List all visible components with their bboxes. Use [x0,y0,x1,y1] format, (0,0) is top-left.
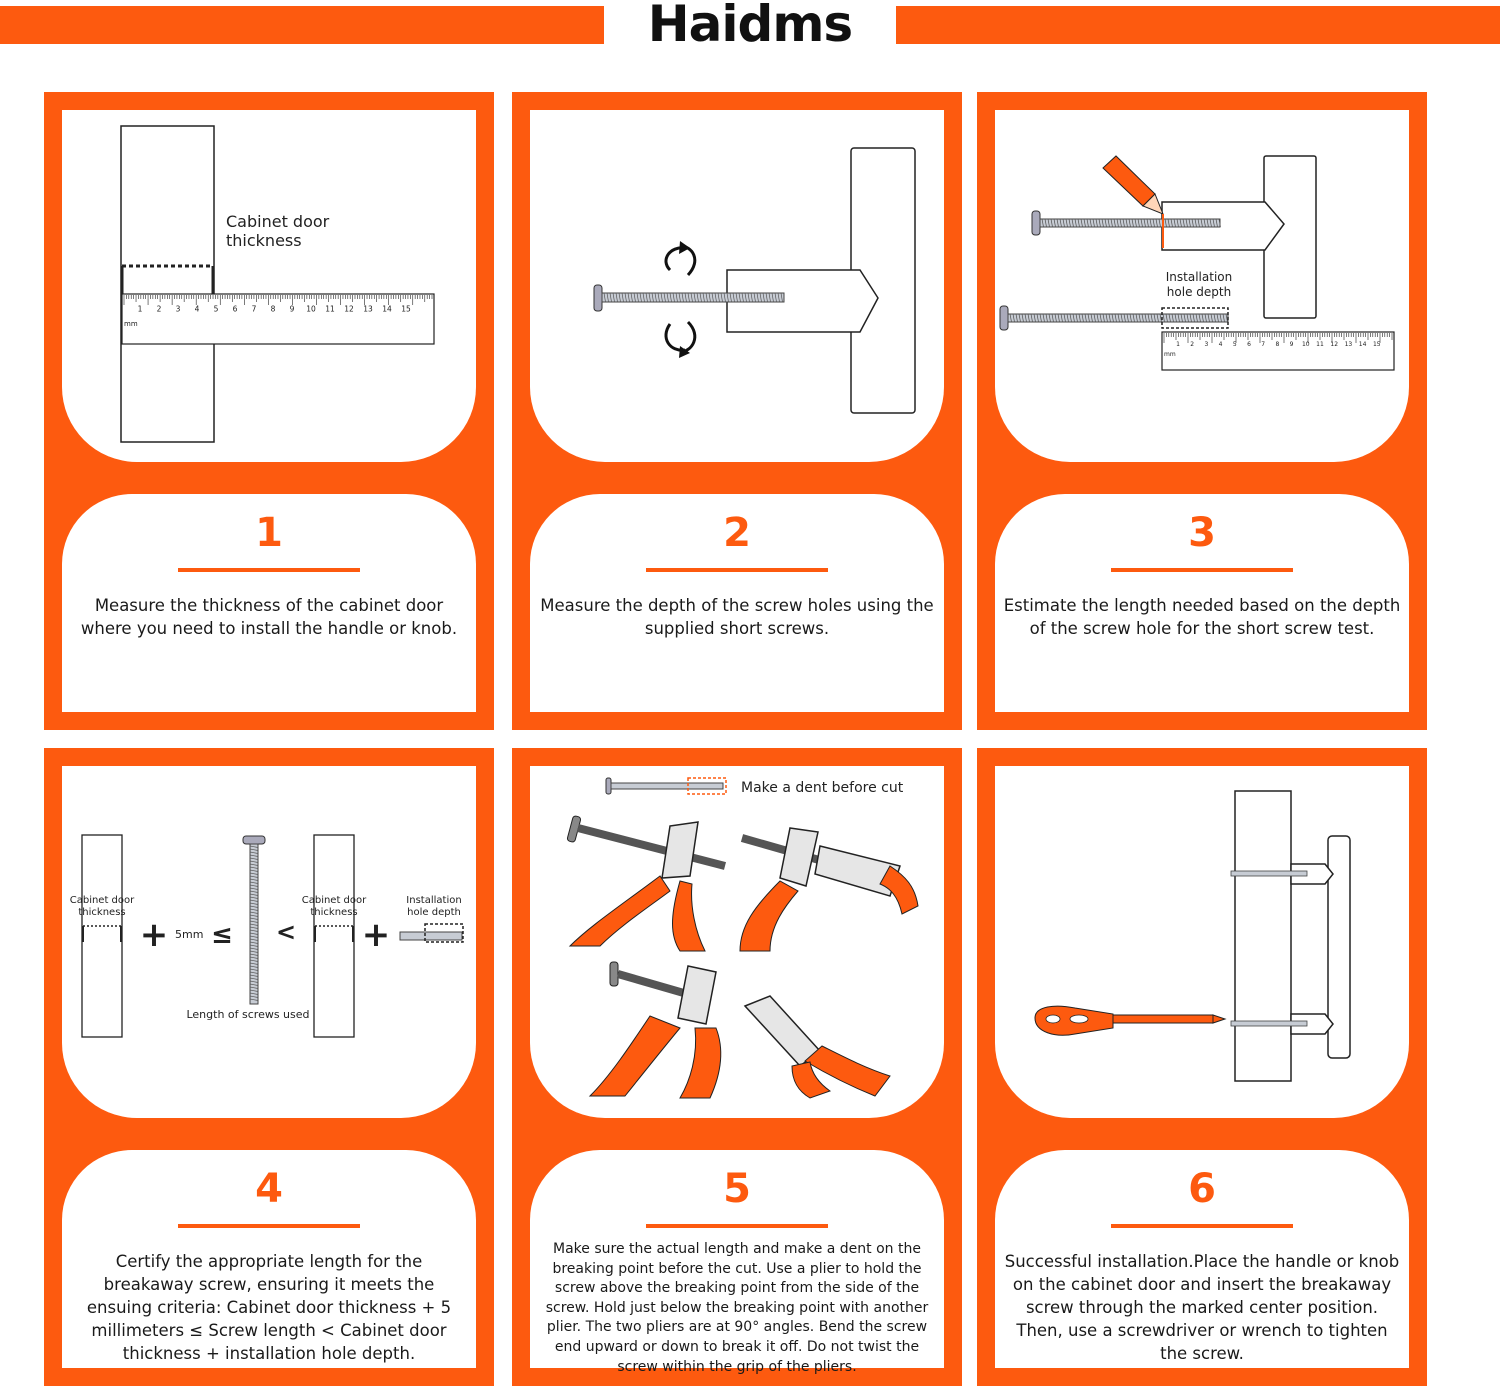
ruler-tick-label: 13 [1344,341,1353,349]
step-card-6 [977,748,1427,1386]
step-4-text-panel [62,1150,476,1368]
step-divider [646,1224,828,1228]
step-description: Measure the depth of the screw holes using the supplied short screws. [540,596,934,638]
step-1-illustration [62,110,476,462]
ruler-tick-label: 3 [1204,341,1209,349]
ruler-tick-label: 5 [1232,341,1237,349]
ruler-tick-label: 11 [1316,341,1324,349]
ruler-tick-label: 15 [1372,341,1381,349]
step-2-text-panel [530,494,944,712]
ruler-tick-label: 4 [194,304,200,314]
step-3-text-panel [995,494,1409,712]
ruler-tick-label: 11 [325,304,335,314]
pencil-icon [1103,156,1163,248]
ruler-tick-label: 1 [137,304,143,314]
hole-depth-label-line1: Installation [1165,270,1233,284]
ruler-tick-label: 4 [1218,341,1223,349]
step-divider [1111,1224,1293,1228]
ruler-mm-label: mm [1164,351,1176,358]
door-thickness-label-line1: Cabinet door [226,212,330,231]
step-number: 2 [723,510,751,556]
ruler-tick-label: 2 [1190,341,1195,349]
step-6-illustration [995,766,1409,1118]
step-description: Measure the thickness of the cabinet door where you need to install the handle or knob. [80,596,458,638]
ruler-mm-label: mm [124,320,138,328]
step-divider [646,568,828,572]
step-card-3 [977,92,1427,730]
pliers-icon [590,962,721,1098]
door-thickness-label-line1: Cabinet door [301,895,367,906]
step-divider [1111,568,1293,572]
step-card-2 [512,92,962,730]
step-description: Certify the appropriate length for the breakaway screw, ensuring it meets the ensuing criteria: Cabinet door thickness + 5 millimeters ≤ Screw length < Cabinet door thickness + installation hole depth. [86,1252,452,1363]
ruler-tick-label: 13 [363,304,373,314]
ruler-tick-label: 2 [156,304,162,314]
ruler-tick-label: 1 [1176,341,1180,349]
pliers-icon [745,996,890,1098]
step-number: 6 [1188,1166,1216,1212]
ruler-tick-label: 9 [289,304,295,314]
ruler-tick-label: 7 [251,304,257,314]
header-bar-right [896,6,1500,44]
five-mm-label: 5mm [175,928,204,941]
ruler-tick-label: 10 [1301,341,1310,349]
ruler-tick-label: 12 [1330,341,1339,349]
step-3-illustration [995,110,1409,462]
header-bar-left [0,6,604,44]
plus-sign: + [139,915,169,955]
ruler-tick-label: 12 [344,304,354,314]
screw-icon [243,836,265,1004]
plus-sign: + [361,915,391,955]
ruler-tick-label: 8 [1275,341,1280,349]
ruler-tick-label: 14 [1358,341,1367,349]
ruler-tick-label: 3 [175,304,181,314]
step-number: 3 [1188,510,1216,556]
step-divider [178,1224,360,1228]
ruler-tick-label: 5 [213,304,219,314]
step-card-5 [512,748,962,1386]
ruler-tick-label: 7 [1261,341,1266,349]
hole-depth-label-line2: hole depth [1166,285,1232,299]
step-6-text-panel [995,1150,1409,1368]
dent-label: Make a dent before cut [741,780,904,796]
step-description: Successful installation.Place the handle or knob on the cabinet door and insert the breakaway screw through the marked center position. Then, use a screwdriver or wrench to tighten the screw. [1004,1252,1400,1363]
ruler-tick-label: 9 [1289,341,1294,349]
ruler-tick-label: 6 [1247,341,1251,349]
pliers-icon [740,828,918,951]
step-card-4 [44,748,494,1386]
ruler-tick-label: 15 [401,304,411,314]
step-description: Estimate the length needed based on the depth of the screw hole for the short screw test. [1003,596,1401,638]
ruler-tick-label: 10 [306,304,316,314]
screw-length-label: Length of screws used [186,1008,310,1021]
step-number: 1 [255,510,283,556]
door-thickness-label-line1: Cabinet door [69,895,135,906]
step-description: Make sure the actual length and make a dent on the breaking point before the cut. Use a plier to hold the screw above the breaking point from the side of the screw. Hold just below the breaking point with another plier. The two pliers are at 90° angles. Bend the screw end upward or down to break it off. Do not twist the screw within the grip of the pliers. [545,1241,929,1375]
step-card-1 [44,92,494,730]
ruler-numbers [138,305,411,314]
leq-sign: ≤ [211,920,233,950]
ruler-icon [62,110,476,462]
step-4-illustration [62,766,476,1118]
lt-sign: < [275,918,297,946]
ruler-tick-label: 8 [270,304,276,314]
ruler-tick-label: 6 [232,304,238,314]
hole-depth-label-line1: Installation [406,895,462,906]
screw-icon [606,778,723,794]
step-divider [178,568,360,572]
step-1-text-panel [62,494,476,712]
screwdriver-icon [1035,1006,1225,1035]
screw-icon [400,932,462,940]
door-thickness-label-line2: thickness [78,907,126,918]
step-number: 4 [255,1166,283,1212]
step-5-illustration [530,766,944,1118]
door-thickness-label-line2: thickness [226,231,302,250]
brand-logo: Haidms [647,0,853,53]
ruler-icon [1162,332,1394,370]
step-2-illustration [530,110,944,462]
step-number: 5 [723,1166,751,1212]
hole-depth-label-line2: hole depth [407,907,461,918]
pliers-icon [567,815,725,951]
ruler-tick-label: 14 [382,304,392,314]
step-5-text-panel [530,1150,944,1375]
door-thickness-label-line2: thickness [310,907,358,918]
screw-icon [1000,306,1228,330]
